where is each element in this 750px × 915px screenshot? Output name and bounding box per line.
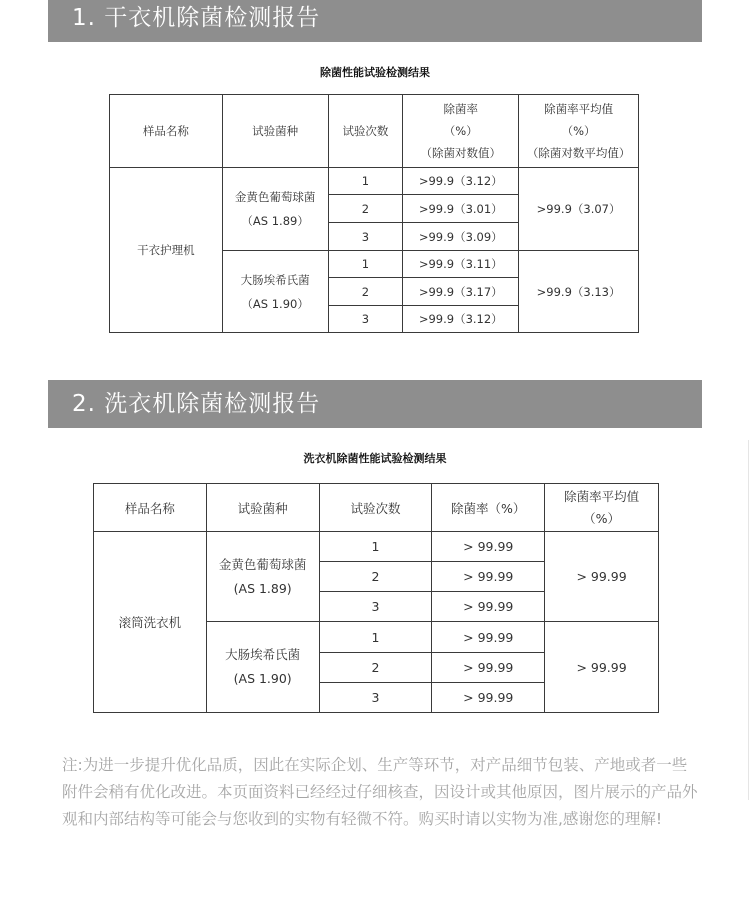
trial-number: 2 <box>319 653 432 683</box>
header-sample: 样品名称 <box>110 95 223 168</box>
strain-name: 大肠埃希氏菌 <box>240 272 310 287</box>
header-count: 试验次数 <box>328 95 403 168</box>
trial-number: 3 <box>328 306 403 333</box>
avg-value: > 99.99 <box>545 532 659 622</box>
trial-number: 3 <box>319 592 432 622</box>
strain-cell <box>206 622 319 713</box>
rate-value: > 99.99 <box>432 532 545 562</box>
strain-cell <box>222 168 328 251</box>
header-strain: 试验菌种 <box>222 95 328 168</box>
trial-number: 1 <box>328 251 403 278</box>
trial-number: 3 <box>328 223 403 251</box>
avg-value: > 99.99 <box>545 622 659 713</box>
rate-value: >99.9（3.12） <box>403 306 519 333</box>
strain-name: 大肠埃希氏菌 <box>225 647 301 662</box>
header-count: 试验次数 <box>319 484 432 532</box>
header-rate-line: （%） <box>443 124 478 138</box>
rate-value: > 99.99 <box>432 683 545 713</box>
avg-value: >99.9（3.07） <box>519 168 639 251</box>
avg-value: >99.9（3.13） <box>519 251 639 333</box>
trial-number: 2 <box>328 195 403 223</box>
section2-banner: 2. 洗衣机除菌检测报告 <box>48 380 702 428</box>
table1-caption: 除菌性能试验检测结果 <box>320 66 430 79</box>
rate-value: >99.9（3.09） <box>403 223 519 251</box>
washer-results-table <box>93 483 659 713</box>
trial-number: 1 <box>319 622 432 653</box>
sample-name-cell: 滚筒洗衣机 <box>94 532 207 713</box>
rate-value: >99.9（3.01） <box>403 195 519 223</box>
table2-caption: 洗衣机除菌性能试验检测结果 <box>303 452 447 465</box>
table-header-row <box>110 95 639 168</box>
trial-number: 1 <box>319 532 432 562</box>
table-header-row <box>94 484 659 532</box>
edge-divider <box>748 440 749 800</box>
header-avg <box>545 484 659 532</box>
rate-value: > 99.99 <box>432 562 545 592</box>
header-rate-line: （除菌对数值） <box>420 146 502 160</box>
strain-code: (AS 1.89) <box>233 580 292 596</box>
table-row <box>94 532 659 562</box>
strain-cell <box>206 532 319 622</box>
table-row <box>110 168 639 195</box>
trial-number: 3 <box>319 683 432 713</box>
strain-code: (AS 1.90) <box>233 671 292 686</box>
header-avg <box>519 95 639 168</box>
strain-name: 金黄色葡萄球菌 <box>234 190 316 204</box>
rate-value: > 99.99 <box>432 622 545 653</box>
trial-number: 2 <box>328 278 403 306</box>
header-avg-line: 除菌率平均值 <box>544 102 614 116</box>
header-avg-line: （%） <box>583 510 621 526</box>
strain-code: （AS 1.89） <box>241 214 309 228</box>
trial-number: 2 <box>319 562 432 592</box>
header-avg-line: （除菌对数平均值） <box>526 146 631 160</box>
section1-banner: 1. 干衣机除菌检测报告 <box>48 0 702 42</box>
dryer-results-table <box>109 94 639 333</box>
header-rate-line: 除菌率 <box>443 102 479 116</box>
strain-cell <box>222 251 328 333</box>
header-strain: 试验菌种 <box>206 484 319 532</box>
header-sample: 样品名称 <box>94 484 207 532</box>
sample-name-cell: 干衣护理机 <box>110 168 223 333</box>
header-avg-line: 除菌率平均值 <box>564 488 640 504</box>
trial-number: 1 <box>328 168 403 195</box>
rate-value: > 99.99 <box>432 592 545 622</box>
rate-value: >99.9（3.17） <box>403 278 519 306</box>
rate-value: >99.9（3.12） <box>403 168 519 195</box>
rate-value: >99.9（3.11） <box>403 251 519 278</box>
header-avg-line: （%） <box>561 124 596 138</box>
strain-name: 金黄色葡萄球菌 <box>218 556 307 572</box>
header-rate <box>403 95 519 168</box>
strain-code: （AS 1.90） <box>241 296 309 311</box>
rate-value: > 99.99 <box>432 653 545 683</box>
disclaimer-note: 注:为进一步提升优化品质，因此在实际企划、生产等环节，对产品细节包装、产地或者一些附件会稍有优化改进。本页面资料已经经过仔细核查，因设计或其他原因，图片展示的产品外观和内部结构等可能会与您收到的实物有轻微不符。购买时请以实物为准,感谢您的理解! <box>62 756 698 828</box>
header-rate: 除菌率（%） <box>432 484 545 532</box>
